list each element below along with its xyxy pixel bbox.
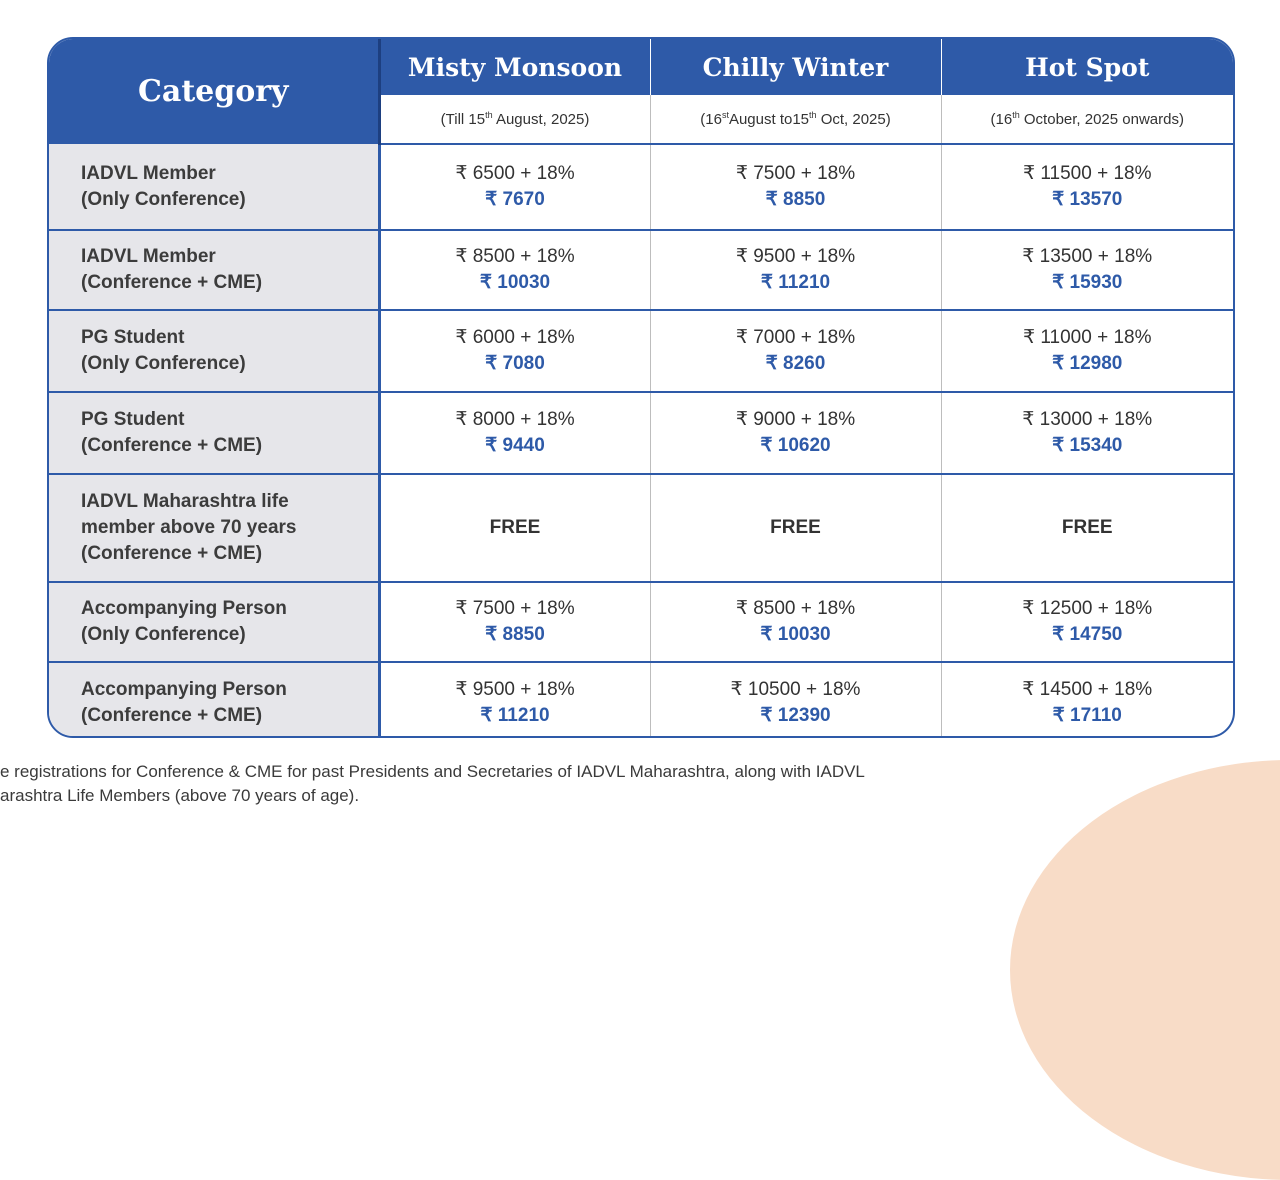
table-row [49, 144, 1233, 230]
total-price: ₹ 7080 [485, 353, 545, 374]
price-cell [941, 582, 1233, 662]
base-price: ₹ 8500 + 18% [455, 246, 575, 267]
category-header: Category [49, 39, 379, 144]
base-price: ₹ 12500 + 18% [1022, 598, 1153, 619]
total-price: ₹ 10030 [760, 624, 831, 645]
price-cell [379, 310, 650, 392]
price-cell [650, 582, 941, 662]
total-price: ₹ 8260 [765, 353, 826, 374]
total-price: ₹ 8850 [485, 624, 545, 645]
footnote-line-2: arashtra Life Members (above 70 years of age). [0, 786, 360, 805]
category-cell: IADVL Maharashtra life member above 70 years (Conference + CME) [49, 474, 379, 582]
category-cell: Accompanying Person (Only Conference) [49, 582, 379, 662]
price-cell [650, 310, 941, 392]
category-cell: Accompanying Person (Conference + CME) [49, 662, 379, 738]
price-cell [379, 230, 650, 310]
total-price: ₹ 17110 [1052, 704, 1122, 726]
category-cell: PG Student (Conference + CME) [49, 392, 379, 474]
table-row [49, 662, 1233, 738]
total-price: ₹ 12390 [760, 704, 831, 726]
price-cell [650, 144, 941, 230]
free-label: FREE [1061, 517, 1113, 538]
footnote [0, 760, 865, 808]
base-price: ₹ 8000 + 18% [455, 409, 575, 430]
total-price: ₹ 11210 [480, 704, 550, 726]
free-label: FREE [770, 517, 821, 538]
period-dates-hot-spot: (16th October, 2025 onwards) [941, 95, 1233, 144]
total-price: ₹ 10030 [479, 272, 551, 293]
base-price: ₹ 14500 + 18% [1022, 678, 1153, 700]
period-name-hot-spot: Hot Spot [941, 39, 1233, 95]
free-label: FREE [489, 517, 541, 538]
total-price: ₹ 8850 [765, 189, 826, 210]
total-price: ₹ 14750 [1052, 624, 1123, 645]
price-cell [379, 392, 650, 474]
base-price: ₹ 7000 + 18% [735, 327, 856, 348]
base-price: ₹ 13000 + 18% [1022, 409, 1153, 430]
base-price: ₹ 9500 + 18% [455, 678, 575, 700]
category-cell: IADVL Member (Conference + CME) [49, 230, 379, 310]
table-row [49, 392, 1233, 474]
base-price: ₹ 10500 + 18% [730, 678, 861, 700]
table-row [49, 474, 1233, 582]
price-cell [941, 144, 1233, 230]
base-price: ₹ 13500 + 18% [1022, 246, 1153, 267]
price-cell [941, 392, 1233, 474]
table-row [49, 310, 1233, 392]
total-price: ₹ 10620 [760, 435, 831, 456]
category-cell: PG Student (Only Conference) [49, 310, 379, 392]
total-price: ₹ 15340 [1052, 435, 1123, 456]
price-cell [379, 144, 650, 230]
price-cell [379, 582, 650, 662]
price-cell [941, 310, 1233, 392]
base-price: ₹ 9000 + 18% [735, 409, 856, 430]
price-cell [941, 662, 1233, 738]
price-cell [941, 230, 1233, 310]
base-price: ₹ 8500 + 18% [735, 598, 856, 619]
base-price: ₹ 7500 + 18% [455, 598, 575, 619]
price-cell [650, 392, 941, 474]
price-cell [650, 230, 941, 310]
price-cell [379, 474, 650, 582]
base-price: ₹ 7500 + 18% [735, 163, 856, 184]
period-name-chilly-winter: Chilly Winter [650, 39, 941, 95]
total-price: ₹ 15930 [1052, 272, 1123, 293]
base-price: ₹ 11500 + 18% [1023, 163, 1152, 184]
base-price: ₹ 11000 + 18% [1023, 327, 1152, 348]
total-price: ₹ 13570 [1052, 189, 1123, 210]
period-name-misty-monsoon: Misty Monsoon [379, 39, 650, 95]
price-cell [379, 662, 650, 738]
registration-fee-table [47, 37, 1235, 738]
total-price: ₹ 11210 [760, 272, 831, 293]
total-price: ₹ 9440 [485, 435, 545, 456]
base-price: ₹ 6500 + 18% [455, 163, 575, 184]
price-cell [650, 474, 941, 582]
footnote-line-1: e registrations for Conference & CME for past Presidents and Secretaries of IADVL Maharashtra, along with IADVL [0, 762, 865, 781]
total-price: ₹ 7670 [485, 189, 545, 210]
total-price: ₹ 12980 [1052, 353, 1123, 374]
table-row [49, 582, 1233, 662]
decorative-peach-circle [1010, 760, 1280, 1180]
table-row [49, 230, 1233, 310]
period-dates-chilly-winter: (16stAugust to15th Oct, 2025) [650, 95, 941, 144]
price-cell [650, 662, 941, 738]
period-dates-misty-monsoon: (Till 15th August, 2025) [379, 95, 650, 144]
price-cell [941, 474, 1233, 582]
base-price: ₹ 9500 + 18% [735, 246, 856, 267]
base-price: ₹ 6000 + 18% [455, 327, 575, 348]
category-cell: IADVL Member (Only Conference) [49, 144, 379, 230]
